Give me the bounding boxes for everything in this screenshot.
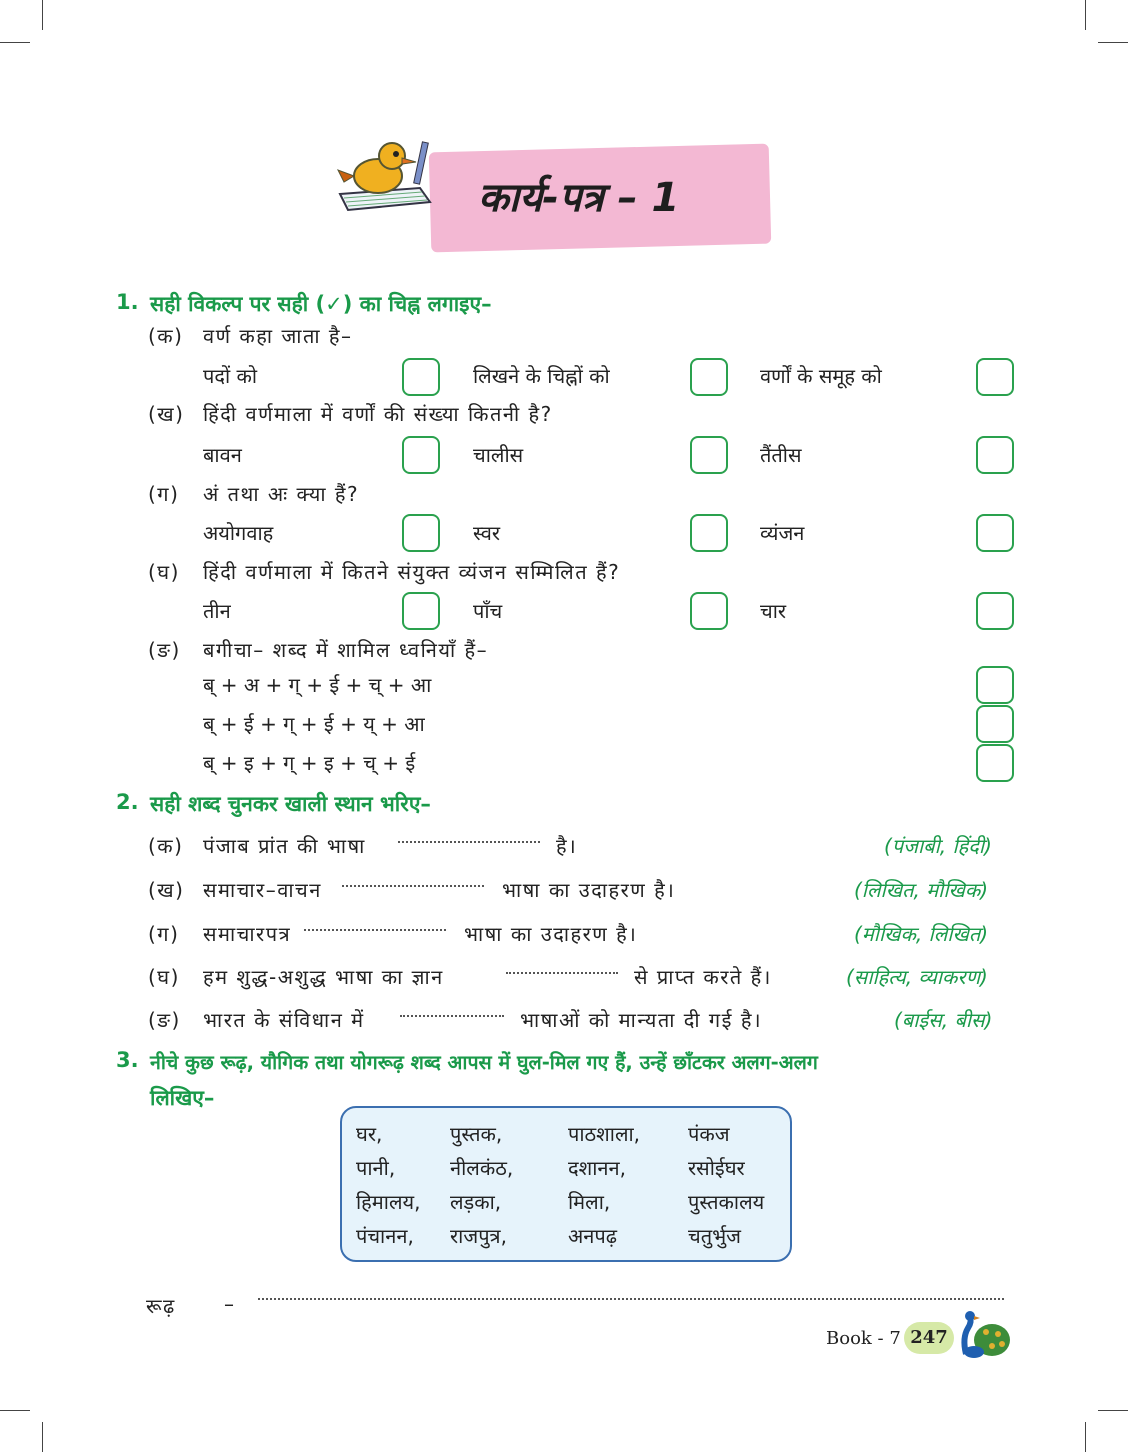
sentence-start: भारत के संविधान में — [203, 1008, 365, 1032]
word: लड़का, — [450, 1190, 502, 1214]
option-label: तीन — [203, 599, 231, 623]
option-label: लिखने के चिह्नों को — [473, 364, 610, 388]
question-title: सही विकल्प पर सही (✓) का चिह्न लगाइए– — [150, 292, 492, 316]
option-label: ब् + अ + ग् + ई + च् + आ — [203, 673, 432, 697]
word-choices: (मौखिक, लिखित) — [854, 922, 989, 946]
word: दशानन, — [568, 1156, 626, 1180]
answer-label: रूढ़ — [146, 1294, 176, 1318]
word-choices: (लिखित, मौखिक) — [854, 878, 989, 902]
crop-mark — [42, 0, 43, 30]
word: चतुर्भुज — [688, 1224, 741, 1248]
word: राजपुत्र, — [450, 1224, 507, 1248]
crop-mark — [42, 1422, 43, 1452]
crop-mark — [0, 42, 30, 43]
checkbox[interactable] — [402, 358, 440, 396]
word-choices: (पंजाबी, हिंदी) — [884, 834, 992, 858]
item-question: हिंदी वर्णमाला में वर्णों की संख्या कितनी है? — [203, 402, 553, 426]
fill-blank[interactable] — [400, 1015, 504, 1017]
crop-mark — [1085, 1422, 1086, 1452]
checkbox[interactable] — [976, 705, 1014, 743]
word: रसोईघर — [688, 1156, 745, 1180]
fill-blank[interactable] — [304, 929, 446, 931]
checkbox[interactable] — [690, 358, 728, 396]
fill-blank[interactable] — [342, 885, 484, 887]
item-label: (ङ) — [148, 1008, 181, 1032]
option-label: चालीस — [473, 443, 524, 467]
sentence-start: समाचार–वाचन — [203, 878, 322, 902]
word-box — [340, 1106, 792, 1262]
sentence-end: भाषा का उदाहरण है। — [502, 878, 676, 902]
fill-blank[interactable] — [398, 841, 540, 843]
peacock-icon — [952, 1310, 1012, 1362]
option-label: अयोगवाह — [203, 521, 274, 545]
page-title: कार्य-पत्र – 1 — [478, 175, 680, 221]
word: नीलकंठ, — [450, 1156, 514, 1180]
item-label: (ख) — [148, 402, 185, 426]
option-label: ब् + इ + ग् + इ + च् + ई — [203, 751, 416, 775]
page-number: 247 — [904, 1322, 954, 1354]
word: पाठशाला, — [568, 1122, 641, 1146]
item-label: (ग) — [148, 482, 180, 506]
word: पंचानन, — [356, 1224, 414, 1248]
checkbox[interactable] — [690, 514, 728, 552]
checkbox[interactable] — [690, 592, 728, 630]
word: पुस्तकालय — [688, 1190, 765, 1214]
item-label: (क) — [148, 324, 184, 348]
crop-mark — [1098, 42, 1128, 43]
word-choices: (बाईस, बीस) — [894, 1008, 993, 1032]
item-label: (घ) — [148, 965, 180, 989]
question-number: 2. — [116, 790, 139, 814]
word: घर, — [356, 1122, 383, 1146]
item-question: बगीचा– शब्द में शामिल ध्वनियाँ हैं– — [203, 638, 489, 662]
sentence-start: पंजाब प्रांत की भाषा — [203, 834, 366, 858]
item-question: वर्ण कहा जाता है– — [203, 324, 353, 348]
question-number: 1. — [116, 290, 139, 314]
option-label: वर्णों के समूह को — [760, 364, 882, 388]
sentence-start: हम शुद्ध-अशुद्ध भाषा का ज्ञान — [203, 965, 444, 989]
question-title: सही शब्द चुनकर खाली स्थान भरिए– — [150, 792, 431, 816]
option-label: स्वर — [473, 521, 501, 545]
checkbox[interactable] — [976, 666, 1014, 704]
bird-writing-icon — [330, 136, 440, 216]
word: पंकज — [688, 1122, 730, 1146]
book-label: Book - 7 — [826, 1328, 901, 1349]
option-label: चार — [760, 599, 787, 623]
checkbox[interactable] — [402, 592, 440, 630]
option-label: बावन — [203, 443, 242, 467]
option-label: तैंतीस — [760, 443, 802, 467]
answer-dash: – — [224, 1292, 236, 1316]
option-label: ब् + ई + ग् + ई + य् + आ — [203, 712, 425, 736]
word: पानी, — [356, 1156, 396, 1180]
sentence-end: है। — [556, 834, 578, 858]
sentence-start: समाचारपत्र — [203, 922, 292, 946]
crop-mark — [1085, 0, 1086, 30]
checkbox[interactable] — [976, 592, 1014, 630]
word: मिला, — [568, 1190, 611, 1214]
checkbox[interactable] — [976, 436, 1014, 474]
option-label: व्यंजन — [760, 521, 805, 545]
crop-mark — [1098, 1410, 1128, 1411]
question-title-continued: लिखिए– — [150, 1086, 215, 1110]
question-title: नीचे कुछ रूढ़, यौगिक तथा योगरूढ़ शब्द आपस में घुल-मिल गए हैं, उन्हें छाँटकर अलग-अलग — [150, 1051, 818, 1074]
option-label: पाँच — [473, 599, 503, 623]
word: हिमालय, — [356, 1190, 421, 1214]
option-label: पदों को — [203, 364, 258, 388]
item-question: अं तथा अः क्या हैं? — [203, 482, 360, 506]
item-label: (ङ) — [148, 638, 181, 662]
fill-blank[interactable] — [506, 972, 618, 974]
item-label: (क) — [148, 834, 184, 858]
sentence-end: भाषाओं को मान्यता दी गई है। — [520, 1008, 763, 1032]
item-label: (ग) — [148, 922, 180, 946]
checkbox[interactable] — [402, 436, 440, 474]
checkbox[interactable] — [976, 744, 1014, 782]
word: अनपढ़ — [568, 1224, 617, 1248]
question-number: 3. — [116, 1048, 139, 1072]
word-choices: (साहित्य, व्याकरण) — [846, 965, 988, 989]
sentence-end: से प्राप्त करते हैं। — [634, 965, 772, 989]
item-label: (ख) — [148, 878, 185, 902]
checkbox[interactable] — [402, 514, 440, 552]
item-label: (घ) — [148, 560, 180, 584]
checkbox[interactable] — [976, 358, 1014, 396]
item-question: हिंदी वर्णमाला में कितने संयुक्त व्यंजन सम्मिलित हैं? — [203, 560, 621, 584]
checkbox[interactable] — [690, 436, 728, 474]
word: पुस्तक, — [450, 1122, 503, 1146]
crop-mark — [0, 1410, 30, 1411]
sentence-end: भाषा का उदाहरण है। — [464, 922, 638, 946]
checkbox[interactable] — [976, 514, 1014, 552]
answer-line[interactable] — [258, 1298, 1004, 1300]
